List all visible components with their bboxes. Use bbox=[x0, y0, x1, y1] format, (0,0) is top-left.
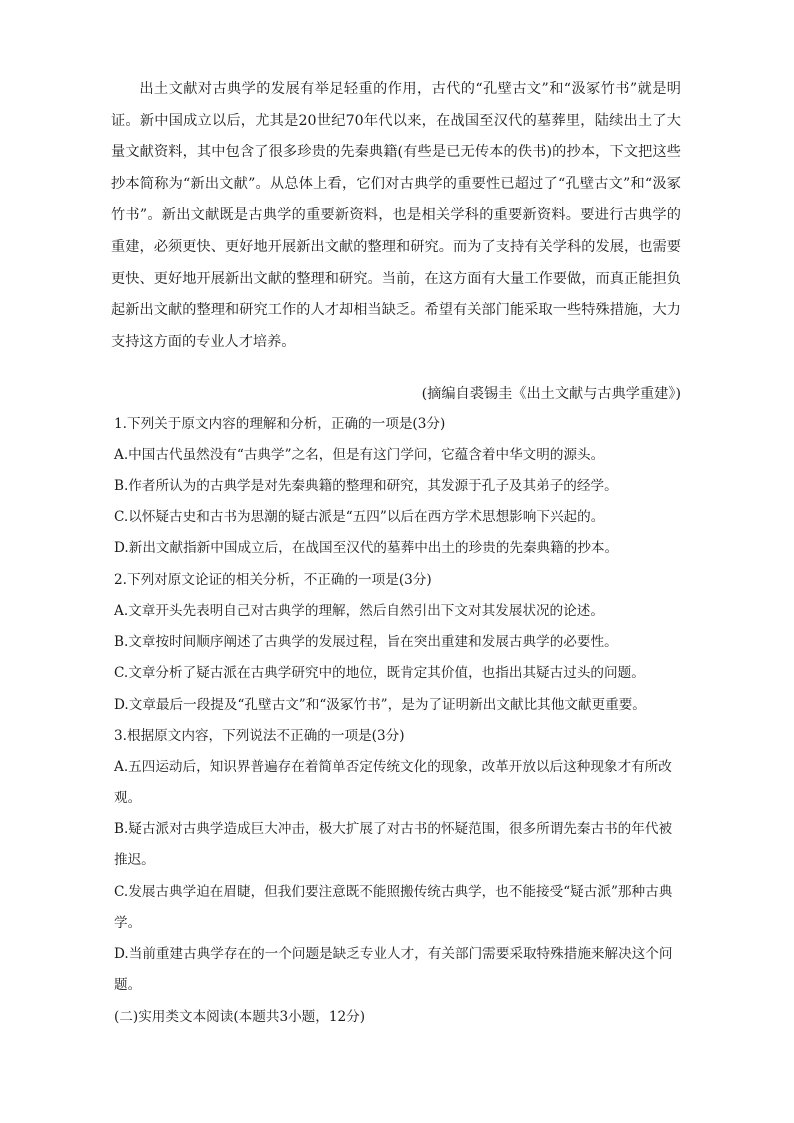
question-2-option-d: D.文章最后一段提及“孔壁古文”和“汲冢竹书”，是为了证明新出文献比其他文献更重要。 bbox=[114, 697, 646, 713]
question-3-stem: 3.根据原文内容，下列说法不正确的一项是(3分) bbox=[114, 728, 405, 744]
question-1-option-c: C.以怀疑古史和古书为思潮的疑古派是“五四”以后在西方学术思想影响下兴起的。 bbox=[114, 509, 605, 525]
passage-source: (摘编自裘锡圭《出土文献与古典学重建》) bbox=[421, 386, 681, 402]
question-3-option-d: D.当前重建古典学存在的一个问题是缺乏专业人才，有关部门需要采取特殊措施来解决这个问题。 bbox=[114, 946, 673, 994]
passage-paragraph: 出土文献对古典学的发展有举足轻重的作用，古代的“孔壁古文”和“汲冢竹书”就是明证。新中国成立以后，尤其是20世纪70年代以来，在战国至汉代的墓葬里，陆续出土了大量文献资料，其中包含了很多珍贵的先秦典籍(有些是已无传本的佚书)的抄本，下文把这些抄本简称为“新出文献”。从总体上看，它们对古典学的重要性已超过了“孔壁古文”和“汲冢竹书”。新出文献既是古典学的重要新资料，也是相关学科的重要新资料。要进行古典学的重建，必须更快、更好地开展新出文献的整理和研究。而为了支持有关学科的发展，也需要更快、更好地开展新出文献的整理和研究。当前，在这方面有大量工作要做，而真正能担负起新出文献的整理和研究工作的人才却相当缺乏。希望有关部门能采取一些特殊措施，大力支持这方面的专业人才培养。 bbox=[111, 81, 681, 350]
question-2-stem: 2.下列对原文论证的相关分析，不正确的一项是(3分) bbox=[114, 572, 432, 588]
question-2-option-a: A.文章开头先表明自己对古典学的理解，然后自然引出下文对其发展状况的论述。 bbox=[114, 603, 604, 619]
question-3-option-a: A.五四运动后，知识界普遍存在着简单否定传统文化的现象，改革开放以后这种现象才有所改观。 bbox=[114, 759, 672, 807]
question-3-option-b: B.疑古派对古典学造成巨大冲击，极大扩展了对古书的怀疑范围，很多所谓先秦古书的年代被推迟。 bbox=[114, 821, 673, 869]
question-2-option-b: B.文章按时间顺序阐述了古典学的发展过程，旨在突出重建和发展古典学的必要性。 bbox=[114, 634, 618, 650]
question-1-stem: 1.下列关于原文内容的理解和分析，正确的一项是(3分) bbox=[114, 416, 446, 432]
question-1-option-d: D.新出文献指新中国成立后，在战国至汉代的墓葬中出土的珍贵的先秦典籍的抄本。 bbox=[114, 540, 619, 556]
section-heading: (二)实用类文本阅读(本题共3小题，12分) bbox=[114, 1009, 366, 1025]
question-1-option-a: A.中国古代虽然没有“古典学”之名，但是有这门学问，它蕴含着中华文明的源头。 bbox=[114, 447, 605, 463]
question-2-option-c: C.文章分析了疑古派在古典学研究中的地位，既肯定其价值，也指出其疑古过头的问题。 bbox=[114, 665, 645, 681]
question-1-option-b: B.作者所认为的古典学是对先秦典籍的整理和研究，其发源于孔子及其弟子的经学。 bbox=[114, 478, 618, 494]
question-3-option-c: C.发展古典学迫在眉睫，但我们要注意既不能照搬传统古典学，也不能接受“疑古派”那种古典学。 bbox=[114, 884, 673, 932]
